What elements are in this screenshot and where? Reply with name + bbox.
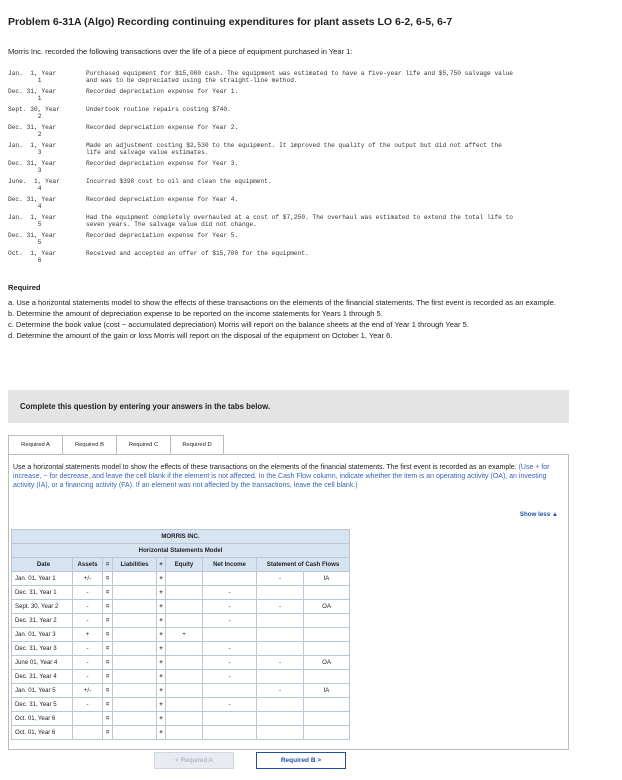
assets-cell[interactable]: -: [73, 586, 103, 600]
tab-required-b[interactable]: Required B: [62, 435, 116, 455]
header-net-income: Net Income: [203, 558, 257, 572]
instructions-note: (Use + for increase, − for decrease, and leave the cell blank if the element is not affected. In the Cash Flow column, indicate whether the item is an operating activity (OA), an investing activity (IA), or a financing activity (FA). If an element was not affected by the transactions, leave the cell blank.): [13, 464, 550, 489]
required-heading: Required: [8, 283, 41, 292]
cash-flow-amount-cell[interactable]: [257, 726, 304, 740]
instructions-banner: Complete this question by entering your answers in the tabs below.: [8, 390, 569, 423]
row-date: Dec. 31, Year 1: [12, 586, 73, 600]
prev-required-button[interactable]: < Required A: [154, 752, 234, 769]
transaction-row: [8, 214, 514, 228]
plus-sign: +: [157, 642, 166, 656]
equity-cell[interactable]: [166, 656, 203, 670]
transaction-date: Dec. 31, Year 1: [8, 88, 57, 102]
plus-sign: +: [157, 726, 166, 740]
transaction-description: Recorded depreciation expense for Year 2.: [86, 124, 239, 131]
equals-sign: =: [103, 684, 113, 698]
transaction-description: Purchased equipment for $15,000 cash. The equipment was estimated to have a five-year life and $5,750 salvage value and was to be depreciated using the straight-line method.: [86, 70, 514, 84]
intro-text: Morris Inc. recorded the following transactions over the life of a piece of equipment purchased in Year 1:: [8, 47, 353, 56]
cash-flow-activity-cell[interactable]: OA: [304, 600, 350, 614]
cash-flow-activity-cell[interactable]: [304, 712, 350, 726]
liabilities-cell[interactable]: [113, 628, 157, 642]
equity-cell[interactable]: [166, 572, 203, 586]
transaction-row: [8, 106, 514, 120]
liabilities-cell[interactable]: [113, 670, 157, 684]
transaction-date: Sept. 30, Year 2: [8, 106, 60, 120]
plus-sign: +: [157, 684, 166, 698]
equals-sign: =: [103, 656, 113, 670]
table-row: [12, 698, 350, 712]
cash-flow-activity-cell[interactable]: [304, 642, 350, 656]
transaction-row: [8, 250, 514, 264]
next-required-button[interactable]: Required B >: [256, 752, 346, 769]
liabilities-cell[interactable]: [113, 600, 157, 614]
cash-flow-amount-cell[interactable]: [257, 586, 304, 600]
liabilities-cell[interactable]: [113, 712, 157, 726]
row-date: Dec. 31, Year 2: [12, 614, 73, 628]
equity-cell[interactable]: [166, 712, 203, 726]
cash-flow-activity-cell[interactable]: [304, 726, 350, 740]
liabilities-cell[interactable]: [113, 726, 157, 740]
transaction-description: Had the equipment completely overhauled at a cost of $7,250. The overhaul was estimated to extend the total life to seven years. The salvage value did not change.: [86, 214, 514, 228]
transaction-date: Jan. 1, Year 1: [8, 70, 57, 84]
net-income-cell[interactable]: [203, 572, 257, 586]
equity-cell[interactable]: [166, 586, 203, 600]
table-row: [12, 572, 350, 586]
assets-cell[interactable]: [73, 726, 103, 740]
net-income-cell[interactable]: -: [203, 670, 257, 684]
tab-required-a[interactable]: Required A: [8, 435, 62, 455]
table-row: [12, 614, 350, 628]
liabilities-cell[interactable]: [113, 572, 157, 586]
cash-flow-amount-cell[interactable]: -: [257, 656, 304, 670]
plus-sign: +: [157, 628, 166, 642]
row-date: Oct. 01, Year 6: [12, 712, 73, 726]
row-date: Sept. 30, Year 2: [12, 600, 73, 614]
equals-sign: =: [103, 572, 113, 586]
plus-sign: +: [157, 698, 166, 712]
transaction-row: [8, 88, 514, 102]
net-income-cell[interactable]: [203, 684, 257, 698]
cash-flow-amount-cell[interactable]: -: [257, 572, 304, 586]
assets-cell[interactable]: -: [73, 698, 103, 712]
cash-flow-amount-cell[interactable]: -: [257, 600, 304, 614]
transaction-date: Dec. 31, Year 2: [8, 124, 57, 138]
problem-title: Problem 6-31A (Algo) Recording continuing expenditures for plant assets LO 6-2, 6-5, 6-7: [8, 16, 453, 28]
horizontal-statements-table: [11, 529, 350, 740]
plus-sign: +: [157, 586, 166, 600]
cash-flow-activity-cell[interactable]: IA: [304, 572, 350, 586]
cash-flow-amount-cell[interactable]: -: [257, 684, 304, 698]
equity-cell[interactable]: [166, 670, 203, 684]
transaction-date: Oct. 1, Year 6: [8, 250, 57, 264]
transaction-description: Recorded depreciation expense for Year 1.: [86, 88, 239, 95]
equity-cell[interactable]: +: [166, 628, 203, 642]
plus-sign: +: [157, 614, 166, 628]
instructions-text: Use a horizontal statements model to show the effects of these transactions on the elements of the financial statements. The first event is recorded as an example.: [13, 464, 517, 471]
transaction-row: [8, 70, 514, 84]
transaction-row: [8, 142, 514, 156]
transaction-row: [8, 160, 514, 174]
tab-required-c[interactable]: Required C: [116, 435, 170, 455]
net-income-cell[interactable]: -: [203, 600, 257, 614]
transaction-description: Undertook routine repairs costing $740.: [86, 106, 231, 113]
header-date: Date: [12, 558, 73, 572]
assets-cell[interactable]: +/-: [73, 684, 103, 698]
equity-cell[interactable]: [166, 726, 203, 740]
cash-flow-activity-cell[interactable]: [304, 614, 350, 628]
assets-cell[interactable]: -: [73, 670, 103, 684]
equity-cell[interactable]: [166, 684, 203, 698]
plus-sign: +: [157, 656, 166, 670]
cash-flow-amount-cell[interactable]: [257, 614, 304, 628]
assets-cell[interactable]: -: [73, 656, 103, 670]
header-plus: +: [157, 558, 166, 572]
requirement-tabs: [8, 435, 224, 455]
net-income-cell[interactable]: -: [203, 656, 257, 670]
plus-sign: +: [157, 600, 166, 614]
table-row: [12, 670, 350, 684]
requirement-d: d. Determine the amount of the gain or loss Morris will report on the disposal of the equipment on October 1, Year 6.: [8, 331, 393, 340]
header-assets: Assets: [73, 558, 103, 572]
equals-sign: =: [103, 614, 113, 628]
table-row: [12, 684, 350, 698]
cash-flow-activity-cell[interactable]: [304, 698, 350, 712]
row-date: Dec. 31, Year 3: [12, 642, 73, 656]
equals-sign: =: [103, 600, 113, 614]
transaction-description: Recorded depreciation expense for Year 5.: [86, 232, 239, 239]
row-date: Jan. 01, Year 1: [12, 572, 73, 586]
cash-flow-activity-cell[interactable]: OA: [304, 656, 350, 670]
show-less-link[interactable]: Show less ▲: [519, 511, 558, 518]
liabilities-cell[interactable]: [113, 698, 157, 712]
cash-flow-amount-cell[interactable]: [257, 628, 304, 642]
net-income-cell[interactable]: [203, 712, 257, 726]
table-row: [12, 712, 350, 726]
plus-sign: +: [157, 670, 166, 684]
cash-flow-activity-cell[interactable]: [304, 670, 350, 684]
net-income-cell[interactable]: -: [203, 614, 257, 628]
liabilities-cell[interactable]: [113, 586, 157, 600]
row-date: Dec. 31, Year 5: [12, 698, 73, 712]
plus-sign: +: [157, 572, 166, 586]
assets-cell[interactable]: +: [73, 628, 103, 642]
equals-sign: =: [103, 642, 113, 656]
assets-cell[interactable]: -: [73, 614, 103, 628]
equals-sign: =: [103, 712, 113, 726]
liabilities-cell[interactable]: [113, 614, 157, 628]
requirement-a: a. Use a horizontal statements model to show the effects of these transactions on the elements of the financial statements. The first event is recorded as an example.: [8, 298, 556, 307]
row-date: Dec. 31, Year 4: [12, 670, 73, 684]
table-row: [12, 656, 350, 670]
net-income-cell[interactable]: [203, 726, 257, 740]
requirement-c: c. Determine the book value (cost − accumulated depreciation) Morris will report on the balance sheets at the end of Year 1 through Year 5.: [8, 320, 469, 329]
transaction-date: Dec. 31, Year 3: [8, 160, 57, 174]
table-row: [12, 642, 350, 656]
table-company: MORRIS INC.: [12, 530, 350, 544]
net-income-cell[interactable]: -: [203, 586, 257, 600]
cash-flow-activity-cell[interactable]: IA: [304, 684, 350, 698]
header-cash-flows: Statement of Cash Flows: [257, 558, 350, 572]
transactions-list: [8, 70, 514, 268]
cash-flow-amount-cell[interactable]: [257, 642, 304, 656]
requirement-b: b. Determine the amount of depreciation expense to be reported on the income statements for Years 1 through 5.: [8, 309, 383, 318]
row-date: June 01, Year 4: [12, 656, 73, 670]
equals-sign: =: [103, 726, 113, 740]
net-income-cell[interactable]: -: [203, 698, 257, 712]
net-income-cell[interactable]: [203, 628, 257, 642]
assets-cell[interactable]: +/-: [73, 572, 103, 586]
row-date: Oct. 01, Year 6: [12, 726, 73, 740]
liabilities-cell[interactable]: [113, 684, 157, 698]
liabilities-cell[interactable]: [113, 642, 157, 656]
cash-flow-activity-cell[interactable]: [304, 628, 350, 642]
cash-flow-amount-cell[interactable]: [257, 670, 304, 684]
header-equals: =: [103, 558, 113, 572]
tab-panel: [8, 454, 569, 764]
equals-sign: =: [103, 628, 113, 642]
table-row: [12, 586, 350, 600]
table-model-title: Horizontal Statements Model: [12, 544, 350, 558]
header-liabilities: Liabilities: [113, 558, 157, 572]
equals-sign: =: [103, 698, 113, 712]
liabilities-cell[interactable]: [113, 656, 157, 670]
transaction-date: June. 1, Year 4: [8, 178, 60, 192]
table-row: [12, 600, 350, 614]
equity-cell[interactable]: [166, 614, 203, 628]
cash-flow-amount-cell[interactable]: [257, 698, 304, 712]
transaction-row: [8, 232, 514, 246]
equity-cell[interactable]: [166, 600, 203, 614]
assets-cell[interactable]: -: [73, 642, 103, 656]
equals-sign: =: [103, 670, 113, 684]
cash-flow-activity-cell[interactable]: [304, 586, 350, 600]
transaction-date: Dec. 31, Year 4: [8, 196, 57, 210]
panel-instructions: [13, 463, 565, 490]
header-equity: Equity: [166, 558, 203, 572]
transaction-description: Recorded depreciation expense for Year 4.: [86, 196, 239, 203]
requirements-list: [8, 298, 568, 342]
transaction-description: Made an adjustment costing $2,530 to the equipment. It improved the quality of the output but did not affect the life and salvage value estimates.: [86, 142, 502, 156]
table-row: [12, 726, 350, 740]
transaction-description: Incurred $398 cost to oil and clean the equipment.: [86, 178, 272, 185]
transaction-description: Recorded depreciation expense for Year 3.: [86, 160, 239, 167]
transaction-row: [8, 196, 514, 210]
equals-sign: =: [103, 586, 113, 600]
plus-sign: +: [157, 712, 166, 726]
table-row: [12, 628, 350, 642]
transaction-date: Dec. 31, Year 5: [8, 232, 57, 246]
transaction-date: Jan. 1, Year 3: [8, 142, 57, 156]
assets-cell[interactable]: [73, 712, 103, 726]
transaction-row: [8, 178, 514, 192]
transaction-description: Received and accepted an offer of $15,700 for the equipment.: [86, 250, 309, 257]
net-income-cell[interactable]: -: [203, 642, 257, 656]
cash-flow-amount-cell[interactable]: [257, 712, 304, 726]
transaction-date: Jan. 1, Year 5: [8, 214, 57, 228]
row-date: Jan. 01, Year 3: [12, 628, 73, 642]
equity-cell[interactable]: [166, 642, 203, 656]
assets-cell[interactable]: -: [73, 600, 103, 614]
equity-cell[interactable]: [166, 698, 203, 712]
tab-required-d[interactable]: Required D: [170, 435, 224, 455]
row-date: Jan. 01, Year 5: [12, 684, 73, 698]
transaction-row: [8, 124, 514, 138]
